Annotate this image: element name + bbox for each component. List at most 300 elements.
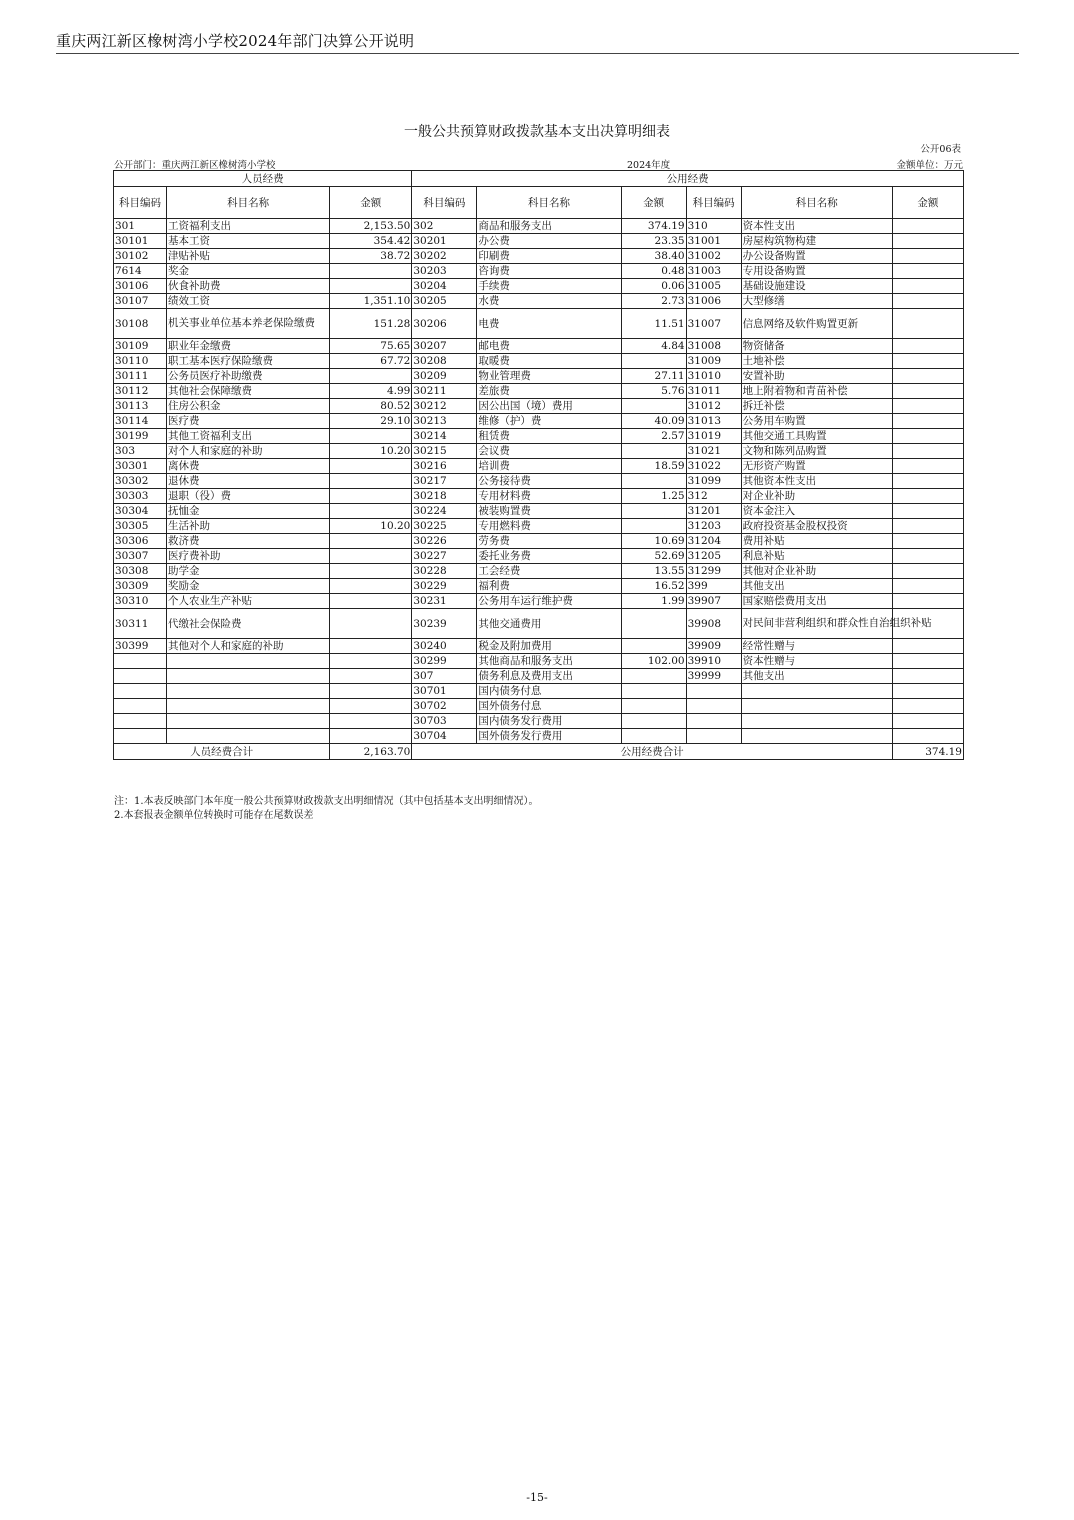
public-amount-cell: 2.73: [621, 294, 686, 309]
capital-name-cell: [741, 714, 892, 729]
public-name-cell: 差旅费: [477, 384, 621, 399]
capital-code-cell: 31011: [686, 384, 741, 399]
note-line-2: 2.本套报表金额单位转换时可能存在尾数误差: [114, 810, 314, 821]
public-name-cell: 其他交通费用: [477, 609, 621, 639]
capital-amount-cell: [892, 399, 963, 414]
expenditure-detail-table: [113, 170, 964, 760]
personnel-code-cell: 30112: [114, 384, 167, 399]
public-code-cell: 30212: [412, 399, 477, 414]
capital-code-cell: 39999: [686, 669, 741, 684]
capital-code-cell: 31013: [686, 414, 741, 429]
personnel-name-cell: 其他工资福利支出: [167, 429, 330, 444]
capital-amount-cell: [892, 504, 963, 519]
personnel-amount-cell: [330, 504, 412, 519]
capital-code-cell: 39908: [686, 609, 741, 639]
personnel-code-cell: [114, 729, 167, 744]
col-header-amount: 金额: [892, 187, 963, 219]
public-amount-cell: 13.55: [621, 564, 686, 579]
capital-amount-cell: [892, 474, 963, 489]
table-row: [114, 249, 964, 264]
capital-code-cell: 31005: [686, 279, 741, 294]
personnel-amount-cell: [330, 729, 412, 744]
table-row: [114, 264, 964, 279]
public-name-cell: 因公出国（境）费用: [477, 399, 621, 414]
group-personnel-header: 人员经费: [114, 171, 412, 187]
public-amount-cell: 18.59: [621, 459, 686, 474]
capital-code-cell: 31010: [686, 369, 741, 384]
capital-code-cell: [686, 714, 741, 729]
public-name-cell: 印刷费: [477, 249, 621, 264]
table-row: [114, 594, 964, 609]
public-amount-cell: [621, 609, 686, 639]
public-name-cell: 公务接待费: [477, 474, 621, 489]
capital-name-cell: 基础设施建设: [741, 279, 892, 294]
department-label: 公开部门：重庆两江新区橡树湾小学校: [114, 160, 276, 171]
personnel-name-cell: [167, 669, 330, 684]
personnel-code-cell: [114, 654, 167, 669]
col-header-code: 科目编码: [686, 187, 741, 219]
personnel-code-cell: 30102: [114, 249, 167, 264]
capital-name-cell: 无形资产购置: [741, 459, 892, 474]
personnel-amount-cell: 354.42: [330, 234, 412, 249]
capital-code-cell: 31203: [686, 519, 741, 534]
public-code-cell: 30704: [412, 729, 477, 744]
public-amount-cell: 1.25: [621, 489, 686, 504]
capital-name-cell: 政府投资基金股权投资: [741, 519, 892, 534]
public-name-cell: 工会经费: [477, 564, 621, 579]
capital-code-cell: [686, 699, 741, 714]
public-amount-cell: 374.19: [621, 219, 686, 234]
personnel-code-cell: 30108: [114, 309, 167, 339]
public-code-cell: 30702: [412, 699, 477, 714]
public-code-cell: 30240: [412, 639, 477, 654]
capital-amount-cell: [892, 234, 963, 249]
public-code-cell: 30229: [412, 579, 477, 594]
personnel-code-cell: 30303: [114, 489, 167, 504]
personnel-name-cell: 医疗费: [167, 414, 330, 429]
personnel-name-cell: [167, 684, 330, 699]
personnel-amount-cell: [330, 699, 412, 714]
public-code-cell: 307: [412, 669, 477, 684]
table-row: [114, 294, 964, 309]
table-row: [114, 474, 964, 489]
capital-name-cell: 专用设备购置: [741, 264, 892, 279]
table-row: [114, 684, 964, 699]
public-code-cell: 30217: [412, 474, 477, 489]
public-amount-cell: [621, 504, 686, 519]
fiscal-year-label: 2024年度: [627, 160, 671, 171]
personnel-name-cell: [167, 729, 330, 744]
personnel-name-cell: 退职（役）费: [167, 489, 330, 504]
public-amount-cell: 40.09: [621, 414, 686, 429]
public-name-cell: 公务用车运行维护费: [477, 594, 621, 609]
personnel-amount-cell: 4.99: [330, 384, 412, 399]
capital-code-cell: 31008: [686, 339, 741, 354]
total-personnel-label: 人员经费合计: [114, 744, 330, 760]
table-row: [114, 219, 964, 234]
personnel-code-cell: 30399: [114, 639, 167, 654]
personnel-code-cell: 301: [114, 219, 167, 234]
personnel-code-cell: 30113: [114, 399, 167, 414]
capital-name-cell: 地上附着物和青苗补偿: [741, 384, 892, 399]
capital-name-cell: 信息网络及软件购置更新: [741, 309, 892, 339]
public-amount-cell: 27.11: [621, 369, 686, 384]
table-row: [114, 429, 964, 444]
capital-amount-cell: [892, 384, 963, 399]
personnel-code-cell: 30101: [114, 234, 167, 249]
public-name-cell: 商品和服务支出: [477, 219, 621, 234]
public-code-cell: 30228: [412, 564, 477, 579]
capital-code-cell: 31205: [686, 549, 741, 564]
personnel-code-cell: 30106: [114, 279, 167, 294]
capital-name-cell: 费用补贴: [741, 534, 892, 549]
capital-amount-cell: [892, 564, 963, 579]
table-row: [114, 369, 964, 384]
public-name-cell: 国内债务付息: [477, 684, 621, 699]
capital-amount-cell: [892, 489, 963, 504]
capital-amount-cell: [892, 594, 963, 609]
capital-code-cell: 39910: [686, 654, 741, 669]
public-amount-cell: 2.57: [621, 429, 686, 444]
table-row: [114, 489, 964, 504]
total-personnel-value: 2,163.70: [330, 744, 412, 760]
personnel-amount-cell: 75.65: [330, 339, 412, 354]
capital-amount-cell: [892, 429, 963, 444]
personnel-code-cell: [114, 714, 167, 729]
capital-name-cell: 其他交通工具购置: [741, 429, 892, 444]
public-code-cell: 30239: [412, 609, 477, 639]
personnel-amount-cell: 80.52: [330, 399, 412, 414]
public-amount-cell: 38.40: [621, 249, 686, 264]
public-code-cell: 30225: [412, 519, 477, 534]
personnel-name-cell: 职工基本医疗保险缴费: [167, 354, 330, 369]
table-meta-row: [114, 157, 963, 169]
capital-code-cell: 31204: [686, 534, 741, 549]
public-amount-cell: 23.35: [621, 234, 686, 249]
capital-name-cell: 物资储备: [741, 339, 892, 354]
table-row: [114, 549, 964, 564]
capital-amount-cell: [892, 699, 963, 714]
personnel-name-cell: 个人农业生产补贴: [167, 594, 330, 609]
public-amount-cell: 52.69: [621, 549, 686, 564]
personnel-name-cell: 退休费: [167, 474, 330, 489]
public-name-cell: 福利费: [477, 579, 621, 594]
capital-name-cell: 资本性支出: [741, 219, 892, 234]
capital-amount-cell: [892, 639, 963, 654]
personnel-code-cell: 30301: [114, 459, 167, 474]
personnel-code-cell: 30304: [114, 504, 167, 519]
personnel-code-cell: [114, 699, 167, 714]
public-code-cell: 30226: [412, 534, 477, 549]
public-code-cell: 30214: [412, 429, 477, 444]
capital-amount-cell: [892, 264, 963, 279]
group-header-row: [114, 171, 964, 187]
personnel-amount-cell: [330, 369, 412, 384]
public-amount-cell: 102.00: [621, 654, 686, 669]
capital-amount-cell: [892, 369, 963, 384]
table-row: [114, 504, 964, 519]
capital-code-cell: 39907: [686, 594, 741, 609]
capital-code-cell: 399: [686, 579, 741, 594]
capital-amount-cell: [892, 549, 963, 564]
totals-row: [114, 744, 964, 760]
capital-amount-cell: [892, 534, 963, 549]
capital-amount-cell: [892, 279, 963, 294]
capital-name-cell: [741, 729, 892, 744]
personnel-amount-cell: 67.72: [330, 354, 412, 369]
personnel-amount-cell: [330, 579, 412, 594]
public-name-cell: 会议费: [477, 444, 621, 459]
table-row: [114, 639, 964, 654]
capital-code-cell: 31002: [686, 249, 741, 264]
capital-name-cell: 办公设备购置: [741, 249, 892, 264]
personnel-name-cell: 其他对个人和家庭的补助: [167, 639, 330, 654]
document-header-title: 重庆两江新区橡树湾小学校2024年部门决算公开说明: [56, 32, 415, 50]
capital-amount-cell: [892, 669, 963, 684]
personnel-name-cell: 助学金: [167, 564, 330, 579]
public-name-cell: 其他商品和服务支出: [477, 654, 621, 669]
capital-code-cell: 31009: [686, 354, 741, 369]
table-row: [114, 519, 964, 534]
public-code-cell: 30204: [412, 279, 477, 294]
capital-code-cell: 31019: [686, 429, 741, 444]
personnel-code-cell: 30109: [114, 339, 167, 354]
capital-name-cell: 资本性赠与: [741, 654, 892, 669]
personnel-amount-cell: [330, 684, 412, 699]
public-code-cell: 30209: [412, 369, 477, 384]
public-amount-cell: 5.76: [621, 384, 686, 399]
personnel-name-cell: 机关事业单位基本养老保险缴费: [167, 309, 330, 339]
capital-amount-cell: [892, 459, 963, 474]
public-amount-cell: 1.99: [621, 594, 686, 609]
personnel-amount-cell: [330, 489, 412, 504]
public-amount-cell: [621, 684, 686, 699]
capital-code-cell: 310: [686, 219, 741, 234]
public-code-cell: 30218: [412, 489, 477, 504]
capital-name-cell: 对民间非营利组织和群众性自治组织补贴: [741, 609, 892, 639]
personnel-name-cell: [167, 654, 330, 669]
table-row: [114, 459, 964, 474]
public-code-cell: 30701: [412, 684, 477, 699]
table-row: [114, 399, 964, 414]
total-public-label: 公用经费合计: [412, 744, 893, 760]
table-row: [114, 714, 964, 729]
public-amount-cell: 10.69: [621, 534, 686, 549]
personnel-amount-cell: [330, 714, 412, 729]
table-row: [114, 729, 964, 744]
table-title: 一般公共预算财政拨款基本支出决算明细表: [404, 124, 670, 140]
public-code-cell: 30201: [412, 234, 477, 249]
note-line-1: 注：1.本表反映部门本年度一般公共预算财政拨款支出明细情况（其中包括基本支出明细情况）。: [114, 796, 539, 807]
capital-name-cell: 拆迁补偿: [741, 399, 892, 414]
public-code-cell: 30231: [412, 594, 477, 609]
public-name-cell: 税金及附加费用: [477, 639, 621, 654]
personnel-amount-cell: [330, 474, 412, 489]
personnel-name-cell: 公务员医疗补助缴费: [167, 369, 330, 384]
capital-amount-cell: [892, 654, 963, 669]
personnel-name-cell: 其他社会保障缴费: [167, 384, 330, 399]
personnel-amount-cell: [330, 669, 412, 684]
capital-amount-cell: [892, 729, 963, 744]
table-row: [114, 339, 964, 354]
table-row: [114, 579, 964, 594]
public-code-cell: 302: [412, 219, 477, 234]
personnel-code-cell: [114, 669, 167, 684]
col-header-amount: 金额: [330, 187, 412, 219]
public-code-cell: 30206: [412, 309, 477, 339]
personnel-amount-cell: 38.72: [330, 249, 412, 264]
personnel-name-cell: [167, 699, 330, 714]
personnel-amount-cell: [330, 429, 412, 444]
public-name-cell: 国内债务发行费用: [477, 714, 621, 729]
personnel-code-cell: 303: [114, 444, 167, 459]
personnel-amount-cell: [330, 594, 412, 609]
personnel-name-cell: 绩效工资: [167, 294, 330, 309]
public-name-cell: 培训费: [477, 459, 621, 474]
public-name-cell: 邮电费: [477, 339, 621, 354]
personnel-code-cell: 30308: [114, 564, 167, 579]
public-name-cell: 专用燃料费: [477, 519, 621, 534]
capital-name-cell: [741, 699, 892, 714]
col-header-code: 科目编码: [412, 187, 477, 219]
capital-code-cell: 31006: [686, 294, 741, 309]
capital-amount-cell: [892, 519, 963, 534]
public-amount-cell: 11.51: [621, 309, 686, 339]
capital-amount-cell: [892, 684, 963, 699]
header-divider: [56, 53, 1019, 54]
personnel-amount-cell: 29.10: [330, 414, 412, 429]
public-code-cell: 30227: [412, 549, 477, 564]
public-name-cell: 取暖费: [477, 354, 621, 369]
public-code-cell: 30213: [412, 414, 477, 429]
capital-amount-cell: [892, 294, 963, 309]
public-amount-cell: [621, 354, 686, 369]
personnel-name-cell: 伙食补助费: [167, 279, 330, 294]
col-header-amount: 金额: [621, 187, 686, 219]
public-amount-cell: [621, 639, 686, 654]
personnel-code-cell: 30306: [114, 534, 167, 549]
public-code-cell: 30203: [412, 264, 477, 279]
personnel-name-cell: 抚恤金: [167, 504, 330, 519]
capital-name-cell: 利息补贴: [741, 549, 892, 564]
personnel-name-cell: 住房公积金: [167, 399, 330, 414]
capital-name-cell: 经常性赠与: [741, 639, 892, 654]
public-amount-cell: [621, 399, 686, 414]
capital-amount-cell: [892, 354, 963, 369]
public-name-cell: 咨询费: [477, 264, 621, 279]
personnel-amount-cell: [330, 279, 412, 294]
personnel-name-cell: 救济费: [167, 534, 330, 549]
capital-amount-cell: [892, 579, 963, 594]
personnel-amount-cell: [330, 654, 412, 669]
personnel-name-cell: [167, 714, 330, 729]
capital-code-cell: 312: [686, 489, 741, 504]
personnel-name-cell: 代缴社会保险费: [167, 609, 330, 639]
public-name-cell: 国外债务发行费用: [477, 729, 621, 744]
col-header-name: 科目名称: [477, 187, 621, 219]
table-row: [114, 699, 964, 714]
personnel-amount-cell: 1,351.10: [330, 294, 412, 309]
public-code-cell: 30207: [412, 339, 477, 354]
public-name-cell: 办公费: [477, 234, 621, 249]
personnel-amount-cell: [330, 459, 412, 474]
capital-code-cell: 31021: [686, 444, 741, 459]
col-header-name: 科目名称: [167, 187, 330, 219]
public-amount-cell: [621, 444, 686, 459]
public-amount-cell: [621, 729, 686, 744]
public-code-cell: 30216: [412, 459, 477, 474]
table-row: [114, 444, 964, 459]
public-name-cell: 物业管理费: [477, 369, 621, 384]
capital-amount-cell: [892, 249, 963, 264]
table-row: [114, 654, 964, 669]
personnel-code-cell: 30199: [114, 429, 167, 444]
public-code-cell: 30215: [412, 444, 477, 459]
capital-name-cell: 其他支出: [741, 579, 892, 594]
col-header-name: 科目名称: [741, 187, 892, 219]
personnel-code-cell: 30310: [114, 594, 167, 609]
public-name-cell: 委托业务费: [477, 549, 621, 564]
capital-name-cell: 其他支出: [741, 669, 892, 684]
capital-name-cell: 其他资本性支出: [741, 474, 892, 489]
table-row: [114, 669, 964, 684]
personnel-amount-cell: [330, 639, 412, 654]
table-row: [114, 609, 964, 639]
personnel-amount-cell: [330, 549, 412, 564]
public-name-cell: 水费: [477, 294, 621, 309]
personnel-name-cell: 津贴补贴: [167, 249, 330, 264]
personnel-name-cell: 生活补助: [167, 519, 330, 534]
public-name-cell: 租赁费: [477, 429, 621, 444]
table-row: [114, 234, 964, 249]
personnel-amount-cell: [330, 609, 412, 639]
capital-code-cell: 39909: [686, 639, 741, 654]
personnel-amount-cell: 151.28: [330, 309, 412, 339]
capital-code-cell: 31007: [686, 309, 741, 339]
capital-code-cell: 31299: [686, 564, 741, 579]
public-name-cell: 手续费: [477, 279, 621, 294]
personnel-code-cell: 30111: [114, 369, 167, 384]
capital-code-cell: 31001: [686, 234, 741, 249]
personnel-name-cell: 对个人和家庭的补助: [167, 444, 330, 459]
capital-amount-cell: [892, 444, 963, 459]
public-name-cell: 维修（护）费: [477, 414, 621, 429]
table-row: [114, 534, 964, 549]
public-code-cell: 30299: [412, 654, 477, 669]
personnel-name-cell: 职业年金缴费: [167, 339, 330, 354]
capital-code-cell: [686, 684, 741, 699]
capital-name-cell: 公务用车购置: [741, 414, 892, 429]
personnel-code-cell: [114, 684, 167, 699]
capital-amount-cell: [892, 309, 963, 339]
capital-code-cell: 31003: [686, 264, 741, 279]
capital-code-cell: 31012: [686, 399, 741, 414]
table-row: [114, 564, 964, 579]
personnel-code-cell: 30114: [114, 414, 167, 429]
group-public-header: 公用经费: [412, 171, 964, 187]
personnel-name-cell: 工资福利支出: [167, 219, 330, 234]
public-amount-cell: [621, 474, 686, 489]
capital-name-cell: 其他对企业补助: [741, 564, 892, 579]
col-header-code: 科目编码: [114, 187, 167, 219]
personnel-code-cell: 30307: [114, 549, 167, 564]
public-amount-cell: [621, 669, 686, 684]
public-name-cell: 债务利息及费用支出: [477, 669, 621, 684]
capital-name-cell: 对企业补助: [741, 489, 892, 504]
personnel-code-cell: 30110: [114, 354, 167, 369]
personnel-amount-cell: [330, 264, 412, 279]
capital-amount-cell: [892, 219, 963, 234]
